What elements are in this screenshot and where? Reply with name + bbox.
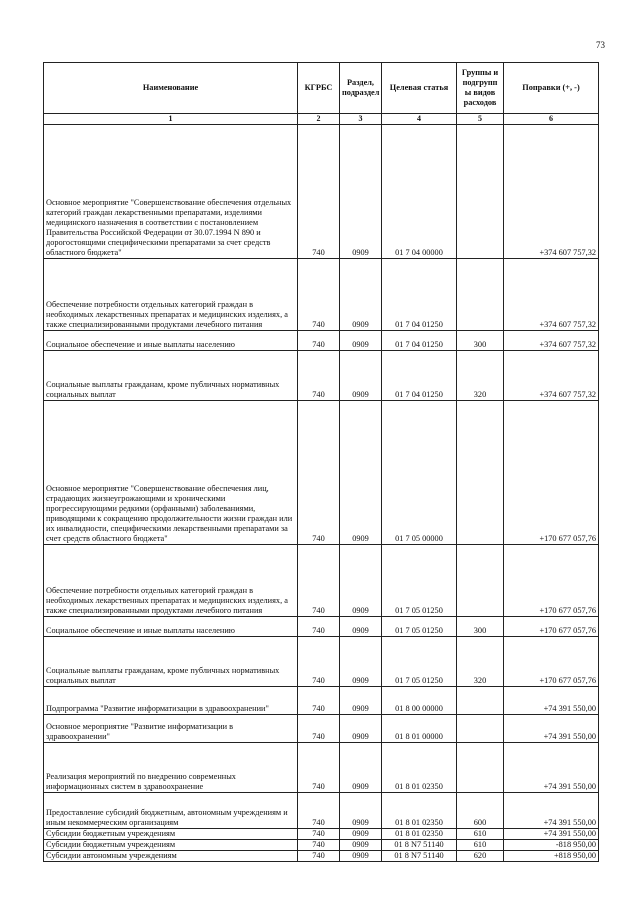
header-row — [44, 63, 599, 114]
row-name: Субсидии автономным учреждениям — [44, 851, 298, 862]
row-name: Обеспечение потребности отдельных категорий граждан в необходимых лекарственных препаратах и медицинских изделиях, а также специализированными продуктами лечебного питания — [44, 259, 298, 331]
row-kgrbs: 740 — [298, 793, 340, 829]
row-target-article: 01 7 04 01250 — [382, 331, 457, 351]
table-row — [44, 687, 599, 715]
row-target-article: 01 7 05 01250 — [382, 637, 457, 687]
row-expense-group — [457, 743, 504, 793]
row-name: Обеспечение потребности отдельных категорий граждан в необходимых лекарственных препаратах и медицинских изделиях, а также специализированными продуктами лечебного питания — [44, 545, 298, 617]
table-row — [44, 331, 599, 351]
row-target-article: 01 8 01 02350 — [382, 829, 457, 840]
row-expense-group: 300 — [457, 617, 504, 637]
row-name: Субсидии бюджетным учреждениям — [44, 840, 298, 851]
row-name: Социальные выплаты гражданам, кроме публичных нормативных социальных выплат — [44, 351, 298, 401]
row-amendment: +74 391 550,00 — [504, 793, 599, 829]
row-amendment: +170 677 057,76 — [504, 401, 599, 545]
col-header-kgrbs: КГРБС — [298, 63, 340, 114]
table-row — [44, 637, 599, 687]
row-section: 0909 — [340, 545, 382, 617]
row-kgrbs: 740 — [298, 331, 340, 351]
row-section: 0909 — [340, 259, 382, 331]
row-amendment: +170 677 057,76 — [504, 637, 599, 687]
row-section: 0909 — [340, 687, 382, 715]
row-kgrbs: 740 — [298, 351, 340, 401]
table-row — [44, 617, 599, 637]
row-section: 0909 — [340, 851, 382, 862]
row-section: 0909 — [340, 840, 382, 851]
row-expense-group: 620 — [457, 851, 504, 862]
col-header-target-article: Целевая статья — [382, 63, 457, 114]
row-amendment: +74 391 550,00 — [504, 829, 599, 840]
row-name: Субсидии бюджетным учреждениям — [44, 829, 298, 840]
row-amendment: +74 391 550,00 — [504, 715, 599, 743]
row-kgrbs: 740 — [298, 259, 340, 331]
row-amendment: +170 677 057,76 — [504, 545, 599, 617]
row-target-article: 01 7 04 00000 — [382, 125, 457, 259]
row-section: 0909 — [340, 351, 382, 401]
row-amendment: +170 677 057,76 — [504, 617, 599, 637]
row-name: Подпрограмма "Развитие информатизации в здравоохранении" — [44, 687, 298, 715]
row-section: 0909 — [340, 793, 382, 829]
row-name: Реализация мероприятий по внедрению современных информационных систем в здравоохранение — [44, 743, 298, 793]
row-expense-group — [457, 125, 504, 259]
col-number: 5 — [457, 114, 504, 125]
row-expense-group — [457, 715, 504, 743]
row-kgrbs: 740 — [298, 637, 340, 687]
row-expense-group — [457, 545, 504, 617]
row-section: 0909 — [340, 743, 382, 793]
row-target-article: 01 7 05 01250 — [382, 545, 457, 617]
row-target-article: 01 8 01 02350 — [382, 743, 457, 793]
row-name: Основное мероприятие "Совершенствование обеспечения отдельных категорий граждан лекарственными препаратами, изделиями медицинского назначения в соответствии с постановлением Правительства Российской Федерации от 30.07.1994 N 890 и дорогостоящими специфическими препаратами за счет средств областного бюджета" — [44, 125, 298, 259]
row-expense-group: 610 — [457, 840, 504, 851]
row-kgrbs: 740 — [298, 829, 340, 840]
row-kgrbs: 740 — [298, 687, 340, 715]
column-number-row — [44, 114, 599, 125]
col-number: 6 — [504, 114, 599, 125]
row-name: Социальные выплаты гражданам, кроме публичных нормативных социальных выплат — [44, 637, 298, 687]
table-row — [44, 259, 599, 331]
row-name: Основное мероприятие "Развитие информатизации в здравоохранении" — [44, 715, 298, 743]
row-amendment: +374 607 757,32 — [504, 259, 599, 331]
row-expense-group — [457, 687, 504, 715]
row-name: Предоставление субсидий бюджетным, автономным учреждениям и иным некоммерческим организациям — [44, 793, 298, 829]
row-expense-group: 610 — [457, 829, 504, 840]
row-expense-group: 320 — [457, 637, 504, 687]
row-name: Социальное обеспечение и иные выплаты населению — [44, 331, 298, 351]
budget-table — [43, 62, 599, 862]
row-target-article: 01 7 05 00000 — [382, 401, 457, 545]
row-section: 0909 — [340, 331, 382, 351]
row-kgrbs: 740 — [298, 715, 340, 743]
row-amendment: +374 607 757,32 — [504, 125, 599, 259]
table-row — [44, 840, 599, 851]
table-row — [44, 715, 599, 743]
row-target-article: 01 7 04 01250 — [382, 351, 457, 401]
table-row — [44, 743, 599, 793]
table-row — [44, 851, 599, 862]
row-expense-group: 300 — [457, 331, 504, 351]
row-section: 0909 — [340, 617, 382, 637]
row-amendment: +74 391 550,00 — [504, 687, 599, 715]
col-number: 2 — [298, 114, 340, 125]
col-number: 3 — [340, 114, 382, 125]
row-amendment: +374 607 757,32 — [504, 331, 599, 351]
table-row — [44, 401, 599, 545]
col-number: 1 — [44, 114, 298, 125]
row-target-article: 01 8 N7 51140 — [382, 840, 457, 851]
row-target-article: 01 8 01 00000 — [382, 715, 457, 743]
row-target-article: 01 7 05 01250 — [382, 617, 457, 637]
table-row — [44, 545, 599, 617]
col-header-name: Наименование — [44, 63, 298, 114]
row-section: 0909 — [340, 125, 382, 259]
row-section: 0909 — [340, 401, 382, 545]
col-header-amendments: Поправки (+, -) — [504, 63, 599, 114]
row-expense-group: 600 — [457, 793, 504, 829]
row-target-article: 01 8 00 00000 — [382, 687, 457, 715]
row-name: Социальное обеспечение и иные выплаты населению — [44, 617, 298, 637]
row-target-article: 01 7 04 01250 — [382, 259, 457, 331]
row-section: 0909 — [340, 637, 382, 687]
row-target-article: 01 8 01 02350 — [382, 793, 457, 829]
row-kgrbs: 740 — [298, 401, 340, 545]
row-expense-group: 320 — [457, 351, 504, 401]
row-amendment: +374 607 757,32 — [504, 351, 599, 401]
row-amendment: +818 950,00 — [504, 851, 599, 862]
row-amendment: +74 391 550,00 — [504, 743, 599, 793]
table-row — [44, 125, 599, 259]
row-expense-group — [457, 259, 504, 331]
col-number: 4 — [382, 114, 457, 125]
row-kgrbs: 740 — [298, 851, 340, 862]
row-section: 0909 — [340, 715, 382, 743]
row-kgrbs: 740 — [298, 545, 340, 617]
col-header-section: Раздел, подраздел — [340, 63, 382, 114]
table-row — [44, 793, 599, 829]
row-target-article: 01 8 N7 51140 — [382, 851, 457, 862]
row-kgrbs: 740 — [298, 743, 340, 793]
table-row — [44, 351, 599, 401]
row-kgrbs: 740 — [298, 617, 340, 637]
row-kgrbs: 740 — [298, 125, 340, 259]
row-amendment: -818 950,00 — [504, 840, 599, 851]
row-section: 0909 — [340, 829, 382, 840]
row-name: Основное мероприятие "Совершенствование обеспечения лиц, страдающих жизнеугрожающими и хроническими прогрессирующими редкими (орфанными) заболеваниями, приводящими к сокращению продолжительности жизни граждан или их инвалидности, специфическими лекарственными препаратами за счет средств областного бюджета" — [44, 401, 298, 545]
col-header-expense-group: Группы и подгрупп ы видов расходов — [457, 63, 504, 114]
table-row — [44, 829, 599, 840]
page-number: 73 — [596, 40, 605, 50]
row-expense-group — [457, 401, 504, 545]
row-kgrbs: 740 — [298, 840, 340, 851]
